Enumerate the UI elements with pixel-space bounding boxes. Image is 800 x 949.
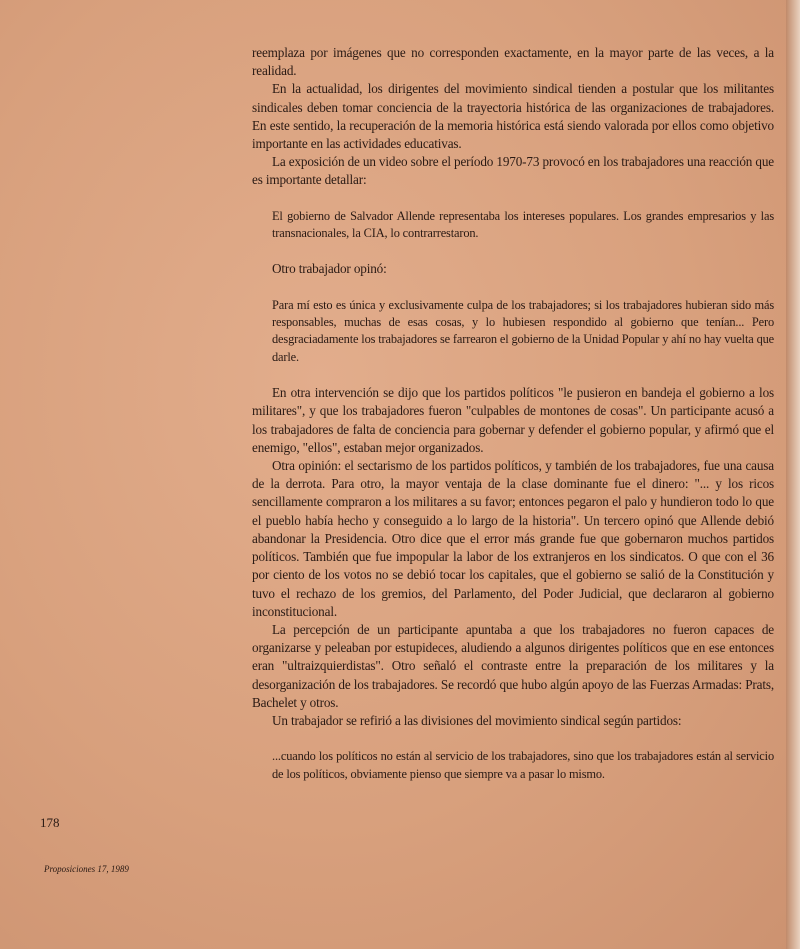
paragraph-partidos: En otra intervención se dijo que los partidos políticos "le pusieron en bandeja el gobierno a los militares", y que los trabajadores fueron "culpables de montones de cosas". Un participante acusó a los trabajadores de falta de conciencia para gobernar y defender el gobierno popular, y afirmó que el enemigo, "ellos", estaban mejor organizados.: [252, 385, 774, 455]
page-edge: [786, 0, 800, 949]
text-column: [252, 44, 774, 783]
page-number: 178: [40, 815, 60, 830]
paragraph-continuation: reemplaza por imágenes que no corresponden exactamente, en la mayor parte de las veces, a la realidad.: [252, 45, 774, 79]
quote-allende: El gobierno de Salvador Allende representaba los intereses populares. Los grandes empresarios y las transnacionales, la CIA, lo contrarrestaron.: [272, 208, 774, 241]
paragraph-divisiones: Un trabajador se refirió a las divisiones del movimiento sindical según partidos:: [272, 712, 682, 728]
paragraph-memoria: En la actualidad, los dirigentes del movimiento sindical tienden a postular que los militantes sindicales deben tomar conciencia de la trayectoria histórica de las organizaciones de trabajadores. En este sentido, la recuperación de la memoria histórica está siendo valorada por ellos como objetivo importante en las actividades educativas.: [252, 81, 774, 152]
quote-lead: Otro trabajador opinó:: [272, 261, 387, 277]
paragraph-opiniones: Otra opinión: el sectarismo de los partidos políticos, y también de los trabajadores, fue una causa de la derrota. Para otro, la mayor ventaja de la clase dominante fue el dinero: "... y los ricos sencillamente compraron a los militares a su favor; entonces pegaron el palo y hundieron todo lo que el pueblo había hecho y conseguido a lo largo de la historia". Un tercero opinó que Allende debió abandonar la Presidencia. Otro dice que el error más grande fue que gobernaron muchos partidos políticos. También que fue impopular la labor de los extranjeros en los sindicatos. O que con el 36 por ciento de los votos no se debió tocar los capitales, que el gobierno se salió de la Constitución y tuvo el rechazo de los gremios, del Parlamento, del Poder Judicial, que declararon al gobierno inconstitucional.: [252, 458, 774, 619]
paragraph-video: La exposición de un video sobre el período 1970-73 provocó en los trabajadores una reacción que es importante detallar:: [252, 154, 774, 188]
quote-trabajador: Para mí esto es única y exclusivamente culpa de los trabajadores; si los trabajadores hubieran sido más responsables, muchas de esas cosas, y lo hubiesen respondido al gobierno que tenían... Pero desgraciadamente los trabajadores se farrearon el gobierno de la Unidad Popular y ahí no hay vuelta que darle.: [272, 297, 775, 364]
paragraph-percepcion: La percepción de un participante apuntaba a que los trabajadores no fueron capaces de organizarse y peleaban por estupideces, aludiendo a algunos dirigentes políticos que en ese entonces eran "ultraizquierdistas". Otro señaló el contraste entre la preparación de los militares y la desorganización de los trabajadores. Se recordó que hubo algún apoyo de las Fuerzas Armadas: Prats, Bachelet y otros.: [252, 621, 774, 710]
quote-politicos: ...cuando los políticos no están al servicio de los trabajadores, sino que los trabajadores están al servicio de los políticos, obviamente pienso que siempre va a pasar lo mismo.: [272, 749, 774, 781]
footer-source: Proposiciones 17, 1989: [44, 864, 129, 874]
